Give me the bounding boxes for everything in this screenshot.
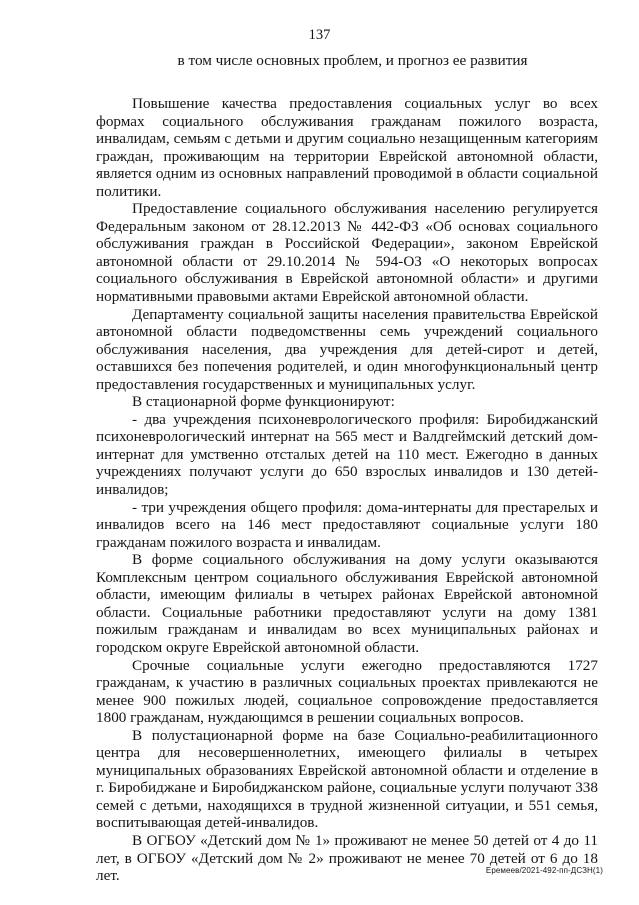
- paragraph: Департаменту социальной защиты населения правительства Еврейской автономной области подведомственны семь учреждений социального обслуживания населения, два учреждения для детей-сирот и детей, оставшихся без попечения родителей, и один многофункциональный центр предоставления государственных и муниципальных услуг.: [96, 305, 598, 393]
- paragraph: В форме социального обслуживания на дому услуги оказываются Комплексным центром социального обслуживания Еврейской автономной области, имеющим филиалы в четырех районах Еврейской автономной области. Социальные работники предоставляют услуги на дому 1381 пожилым гражданам и инвалидам во всех муниципальных районах и городском округе Еврейской автономной области.: [96, 551, 598, 656]
- paragraph: Предоставление социального обслуживания населению регулируется Федеральным законом от 28.12.2013 № 442-ФЗ «Об основах социального обслуживания граждан в Российской Федерации», законом Еврейской автономной области от 29.10.2014 № 594-ОЗ «О некоторых вопросах социального обслуживания в Еврейской автономной области» и другими нормативными правовыми актами Еврейской автономной области.: [96, 200, 598, 306]
- paragraph: В полустационарной форме на базе Социально-реабилитационного центра для несовершеннолетних, имеющего филиалы в четырех муниципальных образованиях Еврейской автономной области и отделение в г. Биробиджане и Биробиджанском районе, социальные услуги получают 338 семей с детьми, находящихся в трудной жизненной ситуации, и 551 семья, воспитывающая детей-инвалидов.: [96, 726, 598, 832]
- document-code: Еремеев/2021-492-пп-ДСЗН(1): [485, 866, 603, 875]
- list-item: - три учреждения общего профиля: дома-интернаты для престарелых и инвалидов всего на 146 мест предоставляют социальные услуги 180 гражданам пожилого возраста и инвалидам.: [96, 498, 598, 551]
- list-item: - два учреждения психоневрологического профиля: Биробиджанский психоневрологический интернат на 565 мест и Валдгеймский детский дом-интернат для умственно отсталых детей на 110 мест. Ежегодно в данных учреждениях получают услуги до 650 взрослых инвалидов и 130 детей-инвалидов;: [96, 410, 598, 499]
- section-heading: в том числе основных проблем, и прогноз ее развития: [177, 52, 528, 69]
- page-number: 137: [308, 27, 331, 43]
- paragraph: В ОГБОУ «Детский дом № 1» проживают не менее 50 детей от 4 до 11 лет, в ОГБОУ «Детский дом № 2» проживают не менее 70 детей от 6 до 18 лет.: [96, 831, 598, 885]
- document-body: [96, 95, 598, 885]
- paragraph: Срочные социальные услуги ежегодно предоставляются 1727 гражданам, к участию в различных социальных проектах привлекаются не менее 900 пожилых людей, социальное сопровождение предоставляется 1800 гражданам, нуждающимся в решении социальных вопросов.: [96, 656, 598, 727]
- paragraph: В стационарной форме функционируют:: [132, 393, 395, 411]
- paragraph: Повышение качества предоставления социальных услуг во всех формах социального обслуживания гражданам пожилого возраста, инвалидам, семьям с детьми и другим социально незащищенным категориям граждан, проживающим на территории Еврейской автономной области, является одним из основных направлений проводимой в области социальной политики.: [96, 95, 598, 200]
